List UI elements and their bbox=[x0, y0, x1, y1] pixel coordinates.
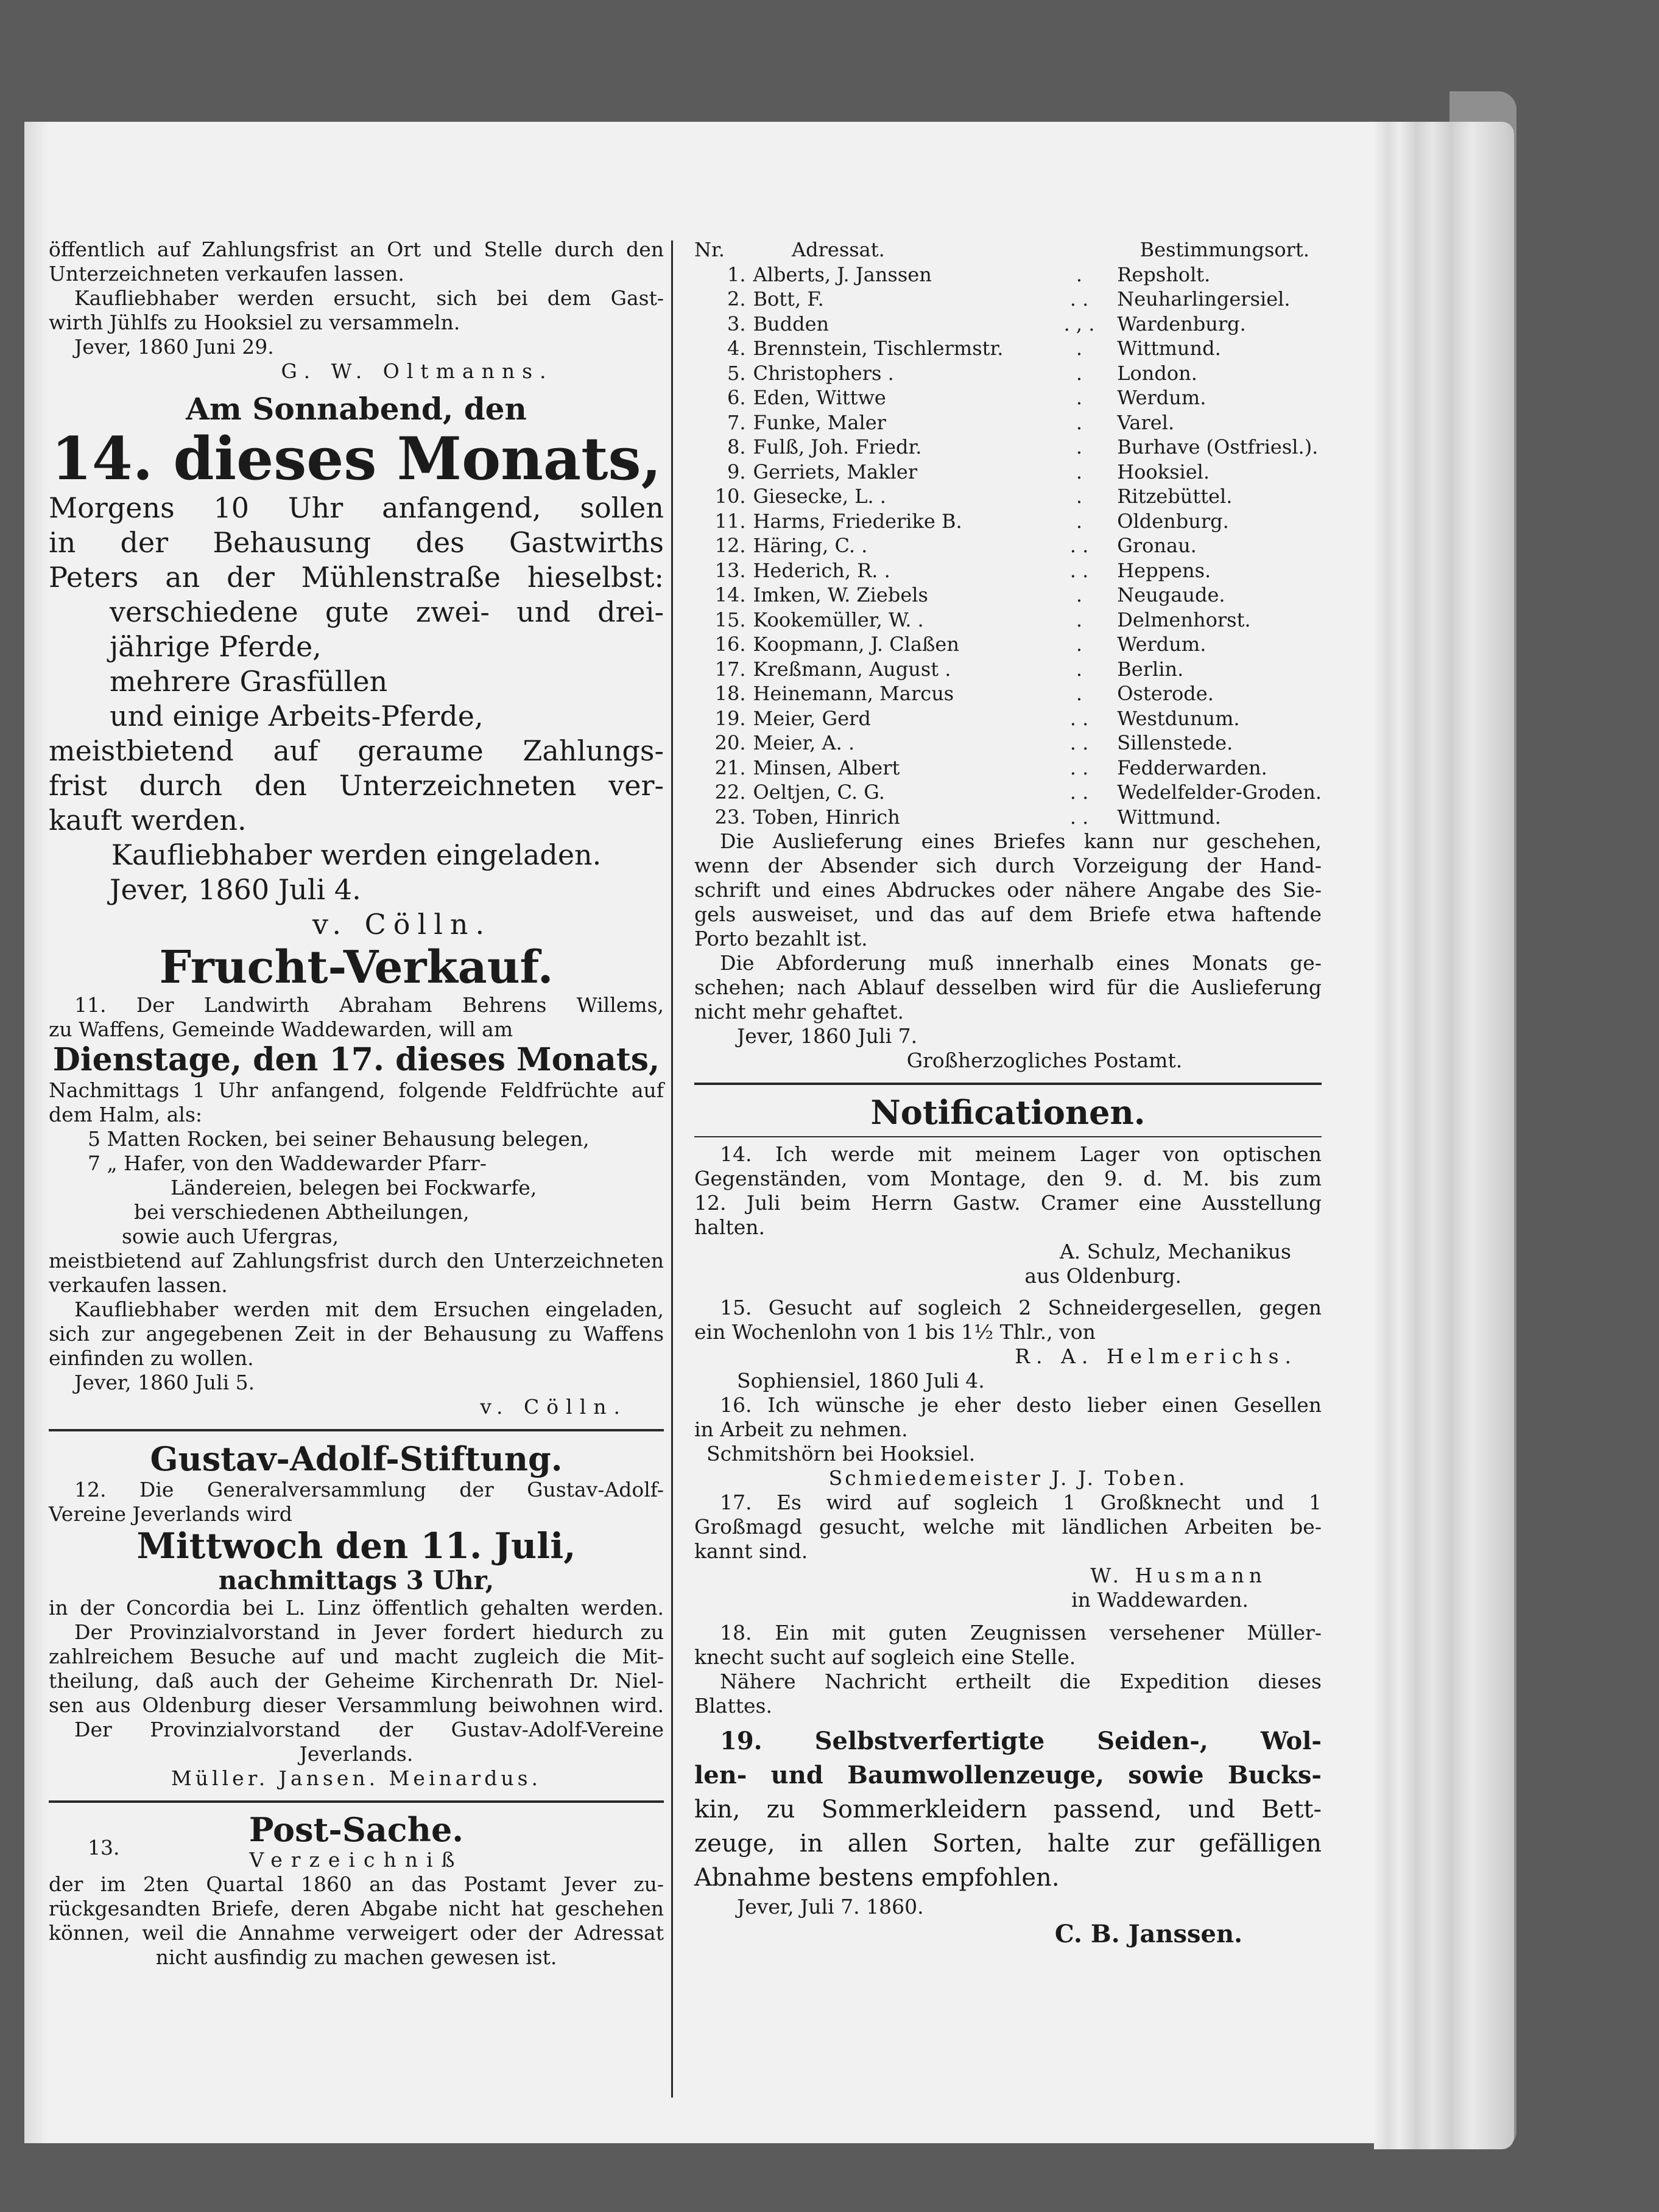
row-dots: . bbox=[1076, 608, 1083, 631]
text-line: ein Wochenlohn von 1 bis 1½ Thlr., von bbox=[694, 1320, 1096, 1344]
row-addressee: Toben, Hinrich bbox=[753, 805, 900, 829]
table-row bbox=[694, 312, 1322, 337]
row-dots: . . bbox=[1069, 781, 1089, 804]
row-number: 9. bbox=[727, 460, 746, 483]
table-row bbox=[694, 608, 1322, 633]
text-line: einfinden zu wollen. bbox=[49, 1346, 254, 1370]
row-number: 18. bbox=[714, 682, 746, 705]
signature: in Waddewarden. bbox=[1071, 1588, 1249, 1612]
text-line: 18. Ein mit guten Zeugnissen versehener Müller- bbox=[720, 1621, 1322, 1645]
text-line: 14. Ich werde mit meinem Lager von optischen bbox=[720, 1142, 1322, 1166]
text-line: 12. Die Generalversammlung der Gustav-Adolf- bbox=[74, 1478, 664, 1501]
table-row bbox=[694, 533, 1322, 558]
row-dots: . . bbox=[1069, 706, 1089, 730]
row-addressee: Budden bbox=[753, 312, 830, 335]
row-addressee: Kookemüller, W. . bbox=[753, 608, 924, 631]
row-destination: Sillenstede. bbox=[1117, 731, 1233, 754]
text-line: wenn der Absender sich durch Vorzeigung der Hand- bbox=[694, 854, 1322, 877]
row-number: 4. bbox=[727, 337, 746, 360]
column-divider bbox=[671, 241, 673, 2098]
row-dots: . . bbox=[1069, 287, 1089, 311]
text-line: in der Concordia bei L. Linz öffentlich gehalten werden. bbox=[49, 1596, 664, 1620]
row-dots: . bbox=[1076, 361, 1083, 385]
returned-letters-rows bbox=[694, 262, 1322, 830]
table-row bbox=[694, 583, 1322, 608]
text-line: zu Waffens, Gemeinde Waddewarden, will am bbox=[49, 1017, 513, 1041]
row-number: 19. bbox=[714, 706, 746, 730]
column-header-destination: Bestimmungsort. bbox=[1139, 238, 1309, 261]
text-line: 13. bbox=[88, 1836, 120, 1859]
row-destination: Burhave (Ostfriesl.). bbox=[1117, 435, 1319, 458]
text-line: Gegenständen, vom Montage, den 9. d. M. bis zum bbox=[694, 1167, 1322, 1190]
section-rule bbox=[49, 1429, 664, 1431]
row-number: 21. bbox=[714, 756, 746, 779]
ad-line: und einige Arbeits-Pferde, bbox=[110, 700, 484, 732]
row-destination: Neuharlingersiel. bbox=[1117, 287, 1291, 311]
table-row bbox=[694, 509, 1322, 534]
signature: C. B. Janssen. bbox=[1054, 1920, 1242, 1948]
row-dots: . bbox=[1076, 485, 1083, 508]
signature: Schmiedemeister J. J. Toben. bbox=[828, 1466, 1188, 1490]
table-row bbox=[694, 657, 1322, 682]
text-line: der im 2ten Quartal 1860 an das Postamt Jever zu- bbox=[49, 1872, 664, 1896]
text-line: Kaufliebhaber werden ersucht, sich bei dem Gast- bbox=[74, 286, 664, 310]
row-dots: . bbox=[1076, 410, 1083, 434]
row-number: 2. bbox=[727, 287, 746, 311]
signature: A. Schulz, Mechanikus bbox=[1059, 1240, 1291, 1263]
text-line: 15. Gesucht auf sogleich 2 Schneidergesellen, gegen bbox=[720, 1296, 1322, 1319]
text-line: Die Auslieferung eines Briefes kann nur geschehen, bbox=[720, 829, 1322, 853]
ad-line: zeuge, in allen Sorten, halte zur gefälligen bbox=[694, 1830, 1322, 1858]
row-addressee: Minsen, Albert bbox=[753, 756, 900, 779]
table-row bbox=[694, 460, 1322, 485]
column-header-addressee: Adressat. bbox=[792, 238, 885, 261]
date-line: Jever, 1860 Juli 7. bbox=[737, 1024, 918, 1048]
date-line: Jever, Juli 7. 1860. bbox=[737, 1895, 924, 1919]
ad-line: meistbietend auf geraume Zahlungs- bbox=[49, 734, 664, 767]
row-number: 14. bbox=[714, 583, 746, 606]
row-destination: Oldenburg. bbox=[1117, 509, 1229, 533]
section-title: Notificationen. bbox=[870, 1093, 1146, 1132]
newspaper-page bbox=[24, 122, 1374, 2143]
row-addressee: Koopmann, J. Claßen bbox=[753, 633, 959, 656]
row-number: 22. bbox=[714, 781, 746, 804]
text-line: knecht sucht auf sogleich eine Stelle. bbox=[694, 1645, 1076, 1669]
section-rule bbox=[49, 1800, 664, 1803]
page-stack-edge bbox=[1374, 122, 1514, 2149]
row-destination: Delmenhorst. bbox=[1117, 608, 1251, 631]
row-number: 16. bbox=[714, 633, 746, 656]
row-dots: . bbox=[1076, 386, 1083, 409]
ad-line: Peters an der Mühlenstraße hieselbst: bbox=[49, 561, 664, 594]
row-addressee: Meier, Gerd bbox=[753, 706, 871, 730]
text-line: Nachmittags 1 Uhr anfangend, folgende Feldfrüchte auf bbox=[49, 1078, 664, 1102]
text-line: Kaufliebhaber werden mit dem Ersuchen eingeladen, bbox=[74, 1297, 664, 1321]
row-dots: . bbox=[1076, 337, 1083, 360]
row-addressee: Heinemann, Marcus bbox=[753, 682, 954, 705]
row-addressee: Alberts, J. Janssen bbox=[753, 262, 932, 286]
date-line: Jever, 1860 Juli 4. bbox=[110, 873, 361, 906]
right-column bbox=[694, 237, 1322, 1950]
row-addressee: Eden, Wittwe bbox=[753, 386, 886, 409]
row-addressee: Fulß, Joh. Friedr. bbox=[753, 435, 922, 458]
row-number: 7. bbox=[727, 410, 746, 434]
ad-line: Morgens 10 Uhr anfangend, sollen bbox=[49, 491, 664, 524]
row-dots: . . bbox=[1069, 756, 1089, 779]
table-row bbox=[694, 805, 1322, 830]
table-row bbox=[694, 632, 1322, 657]
row-destination: Wittmund. bbox=[1117, 805, 1221, 829]
text-line: 7 „ Hafer, von den Waddewarder Pfarr- bbox=[88, 1151, 487, 1175]
row-destination: Westdunum. bbox=[1117, 706, 1240, 730]
text-line: sen aus Oldenburg dieser Versammlung beiwohnen wird. bbox=[49, 1693, 664, 1717]
row-addressee: Giesecke, L. . bbox=[753, 485, 886, 508]
text-line: zahlreichem Besuche auf und macht zugleich die Mit- bbox=[49, 1645, 664, 1668]
table-row bbox=[694, 361, 1322, 386]
row-number: 8. bbox=[727, 435, 746, 458]
text-line: 11. Der Landwirth Abraham Behrens Willems, bbox=[74, 993, 664, 1017]
text-line: dem Halm, als: bbox=[49, 1103, 202, 1126]
row-dots: . bbox=[1076, 657, 1083, 681]
row-addressee: Kreßmann, August . bbox=[753, 657, 951, 681]
ad-date-heading: Dienstage, den 17. dieses Monats, bbox=[52, 1041, 660, 1078]
ad-line: mehrere Grasfüllen bbox=[110, 665, 388, 698]
table-row bbox=[694, 558, 1322, 583]
ad-line: kin, zu Sommerkleidern passend, und Bett- bbox=[694, 1796, 1322, 1824]
text-line: Ländereien, belegen bei Fockwarfe, bbox=[171, 1176, 537, 1199]
row-addressee: Gerriets, Makler bbox=[753, 460, 918, 483]
row-destination: London. bbox=[1117, 361, 1197, 385]
table-row bbox=[694, 731, 1322, 756]
row-addressee: Brennstein, Tischlermstr. bbox=[753, 337, 1004, 360]
ad-line: in der Behausung des Gastwirths bbox=[49, 526, 664, 559]
row-number: 3. bbox=[727, 312, 746, 335]
ad-title: Frucht-Verkauf. bbox=[159, 941, 554, 994]
text-line: sich zur angegebenen Zeit in der Behausung zu Waffens bbox=[49, 1322, 664, 1346]
row-dots: . bbox=[1076, 262, 1083, 286]
ad-line: Abnahme bestens empfohlen. bbox=[694, 1864, 1060, 1892]
row-addressee: Hederich, R. . bbox=[753, 558, 890, 582]
row-addressee: Meier, A. . bbox=[753, 731, 855, 754]
column-header-nr: Nr. bbox=[694, 238, 725, 261]
signature: W. Husmann bbox=[1090, 1564, 1267, 1587]
row-dots: . bbox=[1076, 460, 1083, 483]
text-line: 12. Juli beim Herrn Gastw. Cramer eine Ausstellung bbox=[694, 1191, 1322, 1215]
ad-line: len- und Baumwollenzeuge, sowie Bucks- bbox=[694, 1761, 1322, 1789]
table-row bbox=[694, 287, 1322, 312]
text-line: schrift und eines Abdruckes oder nähere Angabe des Sie- bbox=[694, 878, 1322, 902]
row-destination: Repsholt. bbox=[1117, 262, 1211, 286]
row-dots: . . bbox=[1069, 731, 1089, 754]
ad-date-heading: Mittwoch den 11. Juli, bbox=[136, 1525, 576, 1567]
row-dots: . bbox=[1076, 682, 1083, 705]
table-row bbox=[694, 706, 1322, 731]
row-destination: Wittmund. bbox=[1117, 337, 1221, 360]
row-addressee: Häring, C. . bbox=[753, 534, 868, 557]
section-rule bbox=[694, 1083, 1322, 1085]
text-line: können, weil die Annahme verweigert oder der Adressat bbox=[49, 1921, 664, 1945]
signature: Müller. Jansen. Meinardus. bbox=[171, 1766, 542, 1790]
row-dots: . . bbox=[1069, 558, 1089, 582]
list-heading: Verzeichniß bbox=[249, 1848, 463, 1872]
row-destination: Gronau. bbox=[1117, 534, 1197, 557]
text-line: Jeverlands. bbox=[299, 1742, 414, 1766]
row-dots: . bbox=[1076, 435, 1083, 458]
text-line: nicht ausfindig zu machen gewesen ist. bbox=[155, 1945, 557, 1969]
row-destination: Wedelfelder-Groden. bbox=[1117, 781, 1322, 804]
row-destination: Neugaude. bbox=[1117, 583, 1225, 606]
left-column bbox=[49, 237, 664, 1970]
section-title: Post-Sache. bbox=[248, 1810, 464, 1849]
text-line: theilung, daß auch der Geheime Kirchenrath Dr. Niel- bbox=[49, 1669, 664, 1693]
text-line: bei verschiedenen Abtheilungen, bbox=[134, 1200, 470, 1224]
table-row bbox=[694, 410, 1322, 435]
text-line: sowie auch Ufergras, bbox=[122, 1224, 339, 1248]
text-line: verkaufen lassen. bbox=[49, 1273, 228, 1297]
row-addressee: Harms, Friederike B. bbox=[753, 509, 962, 533]
table-header-row bbox=[694, 237, 1322, 262]
row-number: 10. bbox=[714, 485, 746, 508]
row-number: 11. bbox=[714, 509, 746, 533]
ad-line: kauft werden. bbox=[49, 804, 247, 837]
text-line: Vereine Jeverlands wird bbox=[49, 1502, 292, 1526]
table-row bbox=[694, 756, 1322, 781]
section-rule bbox=[694, 1136, 1322, 1137]
row-addressee: Christophers . bbox=[753, 361, 894, 385]
signature: R. A. Helmerichs. bbox=[1015, 1344, 1297, 1368]
text-line: Nähere Nachricht ertheilt die Expedition dieses bbox=[720, 1670, 1322, 1693]
row-dots: . bbox=[1076, 583, 1083, 606]
binding-gutter bbox=[24, 122, 49, 2143]
text-line: Der Provinzialvorstand der Gustav-Adolf-Vereine bbox=[74, 1718, 664, 1741]
text-line: halten. bbox=[694, 1215, 766, 1239]
text-line: gels ausweiset, und das auf dem Briefe etwa haftende bbox=[694, 902, 1322, 926]
text-line: rückgesandten Briefe, deren Abgabe nicht hat geschehen bbox=[49, 1897, 664, 1920]
text-line: 5 Matten Rocken, bei seiner Behausung belegen, bbox=[88, 1127, 590, 1151]
text-line: schehen; nach Ablauf desselben wird für die Auslieferung bbox=[694, 975, 1322, 999]
row-destination: Fedderwarden. bbox=[1117, 756, 1267, 779]
text-line: 16. Ich wünsche je eher desto lieber einen Gesellen bbox=[720, 1393, 1322, 1417]
row-destination: Varel. bbox=[1117, 410, 1175, 434]
row-dots: . bbox=[1076, 509, 1083, 533]
date-line: Jever, 1860 Juli 5. bbox=[74, 1371, 255, 1394]
row-number: 1. bbox=[727, 262, 746, 286]
table-row bbox=[694, 484, 1322, 509]
date-line: Jever, 1860 Juni 29. bbox=[74, 335, 274, 359]
row-addressee: Imken, W. Ziebels bbox=[753, 583, 928, 606]
row-destination: Ritzebüttel. bbox=[1117, 485, 1233, 508]
ad-line: jährige Pferde, bbox=[110, 630, 322, 663]
signature: aus Oldenburg. bbox=[1024, 1264, 1182, 1288]
signature: Großherzogliches Postamt. bbox=[906, 1048, 1183, 1072]
row-number: 5. bbox=[727, 361, 746, 385]
row-number: 6. bbox=[727, 386, 746, 409]
table-row bbox=[694, 681, 1322, 706]
text-line: Blattes. bbox=[694, 1694, 772, 1718]
row-addressee: Bott, F. bbox=[753, 287, 824, 311]
ad-line: 19. Selbstverfertigte Seiden-, Wol- bbox=[720, 1727, 1322, 1755]
ad-line: Kaufliebhaber werden eingeladen. bbox=[111, 838, 602, 871]
row-dots: . bbox=[1076, 633, 1083, 656]
row-number: 17. bbox=[714, 657, 746, 681]
row-destination: Hooksiel. bbox=[1117, 460, 1210, 483]
row-destination: Osterode. bbox=[1117, 682, 1214, 705]
ad-heading: Am Sonnabend, den bbox=[186, 391, 527, 427]
table-row bbox=[694, 262, 1322, 287]
row-destination: Werdum. bbox=[1117, 633, 1206, 656]
row-destination: Berlin. bbox=[1117, 657, 1184, 681]
ad-line: verschiedene gute zwei- und drei- bbox=[110, 595, 664, 628]
row-dots: . . bbox=[1069, 534, 1089, 557]
text-line: kannt sind. bbox=[694, 1539, 808, 1563]
returned-letters-table bbox=[694, 237, 1322, 262]
table-row bbox=[694, 336, 1322, 361]
ad-time: nachmittags 3 Uhr, bbox=[218, 1565, 495, 1595]
text-line: Schmitshörn bei Hooksiel. bbox=[706, 1442, 976, 1466]
text-line: meistbietend auf Zahlungsfrist durch den Unterzeichneten bbox=[49, 1249, 664, 1273]
row-destination: Werdum. bbox=[1117, 386, 1206, 409]
row-addressee: Funke, Maler bbox=[753, 410, 886, 434]
table-row bbox=[694, 780, 1322, 805]
row-number: 15. bbox=[714, 608, 746, 631]
row-destination: Wardenburg. bbox=[1117, 312, 1246, 335]
text-line: wirth Jühlfs zu Hooksiel zu versammeln. bbox=[49, 311, 460, 334]
text-line: Großmagd gesucht, welche mit ländlichen Arbeiten be- bbox=[694, 1515, 1322, 1539]
row-dots: . . bbox=[1069, 805, 1089, 829]
text-line: 17. Es wird auf sogleich 1 Großknecht und 1 bbox=[720, 1490, 1322, 1514]
text-line: Unterzeichneten verkaufen lassen. bbox=[49, 262, 404, 286]
text-line: Der Provinzialvorstand in Jever fordert hiedurch zu bbox=[74, 1620, 664, 1644]
row-addressee: Oeltjen, C. G. bbox=[753, 781, 885, 804]
signature: v. Cölln. bbox=[312, 908, 492, 941]
row-destination: Heppens. bbox=[1117, 558, 1211, 582]
row-number: 13. bbox=[714, 558, 746, 582]
row-dots: . , . bbox=[1063, 312, 1095, 335]
signature: v. Cölln. bbox=[480, 1395, 627, 1419]
text-line: in Arbeit zu nehmen. bbox=[694, 1417, 908, 1441]
row-number: 20. bbox=[714, 731, 746, 754]
date-line: Sophiensiel, 1860 Juli 4. bbox=[737, 1369, 985, 1392]
text-line: nicht mehr gehaftet. bbox=[694, 1000, 904, 1023]
row-number: 12. bbox=[714, 534, 746, 557]
signature: G. W. Oltmanns. bbox=[281, 359, 554, 383]
ad-heading-large: 14. dieses Monats, bbox=[51, 424, 661, 493]
text-line: öffentlich auf Zahlungsfrist an Ort und Stelle durch den bbox=[49, 237, 664, 261]
table-row bbox=[694, 435, 1322, 460]
text-line: Die Abforderung muß innerhalb eines Monats ge- bbox=[720, 951, 1322, 975]
section-title: Gustav-Adolf-Stiftung. bbox=[150, 1439, 563, 1478]
table-row bbox=[694, 385, 1322, 410]
row-number: 23. bbox=[714, 805, 746, 829]
text-line: Porto bezahlt ist. bbox=[694, 927, 868, 950]
ad-line: frist durch den Unterzeichneten ver- bbox=[49, 769, 664, 802]
